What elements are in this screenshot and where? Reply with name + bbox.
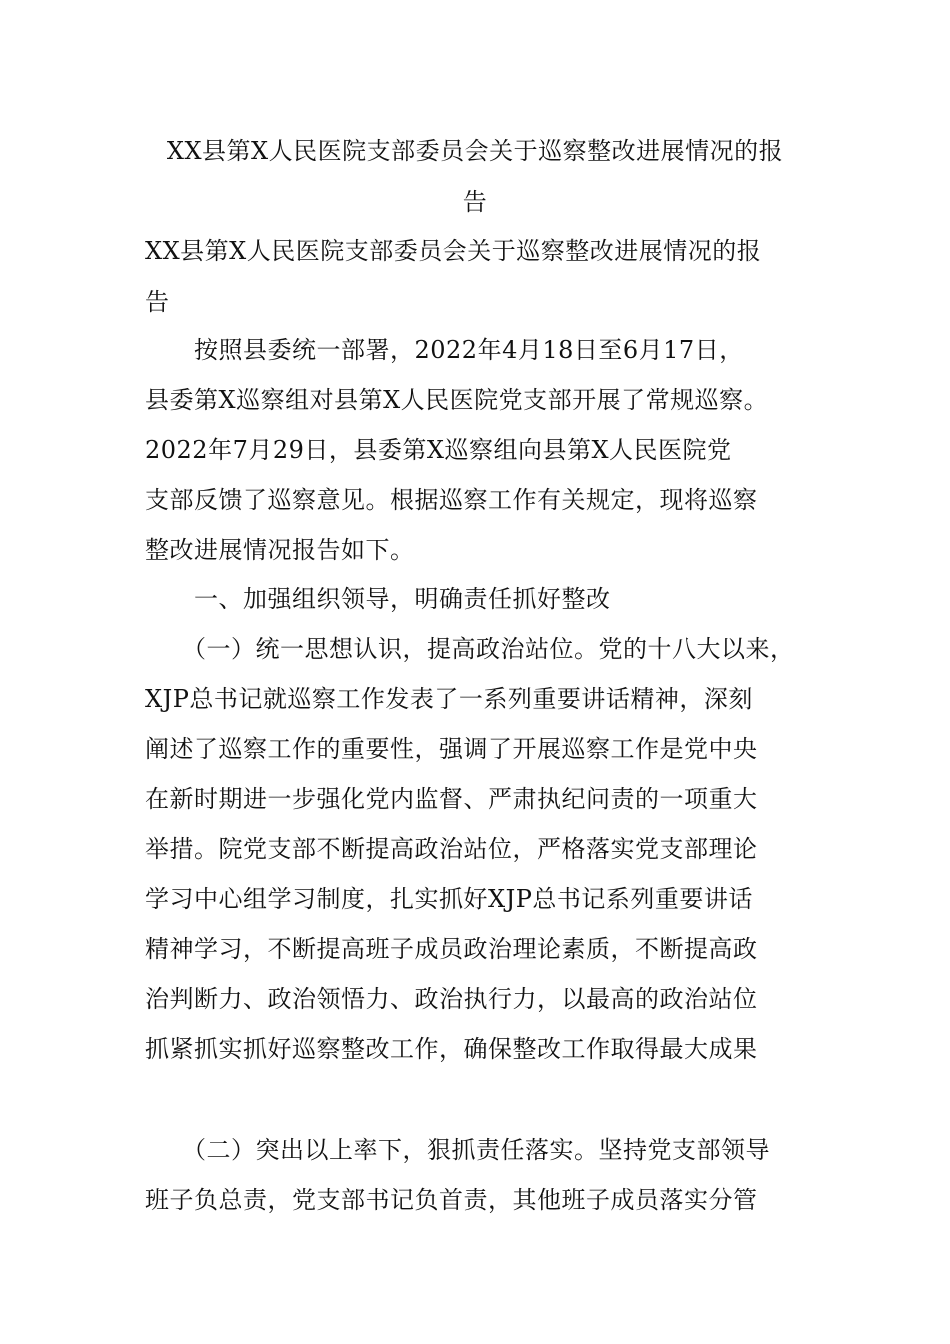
paragraph-line: 举措。院党支部不断提高政治站位，严格落实党支部理论 [145,835,758,863]
paragraph-line: 精神学习，不断提高班子成员政治理论素质，不断提高政 [145,935,758,963]
section-heading: 一、加强组织领导，明确责任抓好整改 [145,585,611,613]
paragraph-line: 阐述了巡察工作的重要性，强调了开展巡察工作是党中央 [145,735,758,763]
document-heading-line-1: XX县第X人民医院支部委员会关于巡察整改进展情况的报 [145,237,762,265]
paragraph-line: 整改进展情况报告如下。 [145,536,415,564]
paragraph-line: 县委第X巡察组对县第X人民医院党支部开展了常规巡察。 [145,386,769,414]
paragraph-line: 支部反馈了巡察意见。根据巡察工作有关规定，现将巡察 [145,486,758,514]
paragraph-line: 治判断力、政治领悟力、政治执行力，以最高的政治站位 [145,985,758,1013]
paragraph-line: （一）统一思想认识，提高政治站位。党的十八大以来， [145,635,795,663]
document-title-line-2: 告 [462,188,488,216]
document-title-line-1: XX县第X人民医院支部委员会关于巡察整改进展情况的报 [166,137,784,165]
paragraph-line: XJP总书记就巡察工作发表了一系列重要讲话精神，深刻 [145,685,753,713]
paragraph-line: 班子负总责，党支部书记负首责，其他班子成员落实分管 [145,1186,758,1214]
paragraph-line: 按照县委统一部署，2022年4月18日至6月17日， [145,336,744,364]
paragraph-line: （二）突出以上率下，狠抓责任落实。坚持党支部领导 [145,1136,770,1164]
paragraph-line: 在新时期进一步强化党内监督、严肃执纪问责的一项重大 [145,785,758,813]
paragraph-line: 抓紧抓实抓好巡察整改工作，确保整改工作取得最大成果 [145,1035,758,1063]
paragraph-line: 2022年7月29日，县委第X巡察组向县第X人民医院党 [145,436,732,464]
document-heading-line-2: 告 [145,288,170,316]
paragraph-line: 学习中心组学习制度，扎实抓好XJP总书记系列重要讲话 [145,885,753,913]
